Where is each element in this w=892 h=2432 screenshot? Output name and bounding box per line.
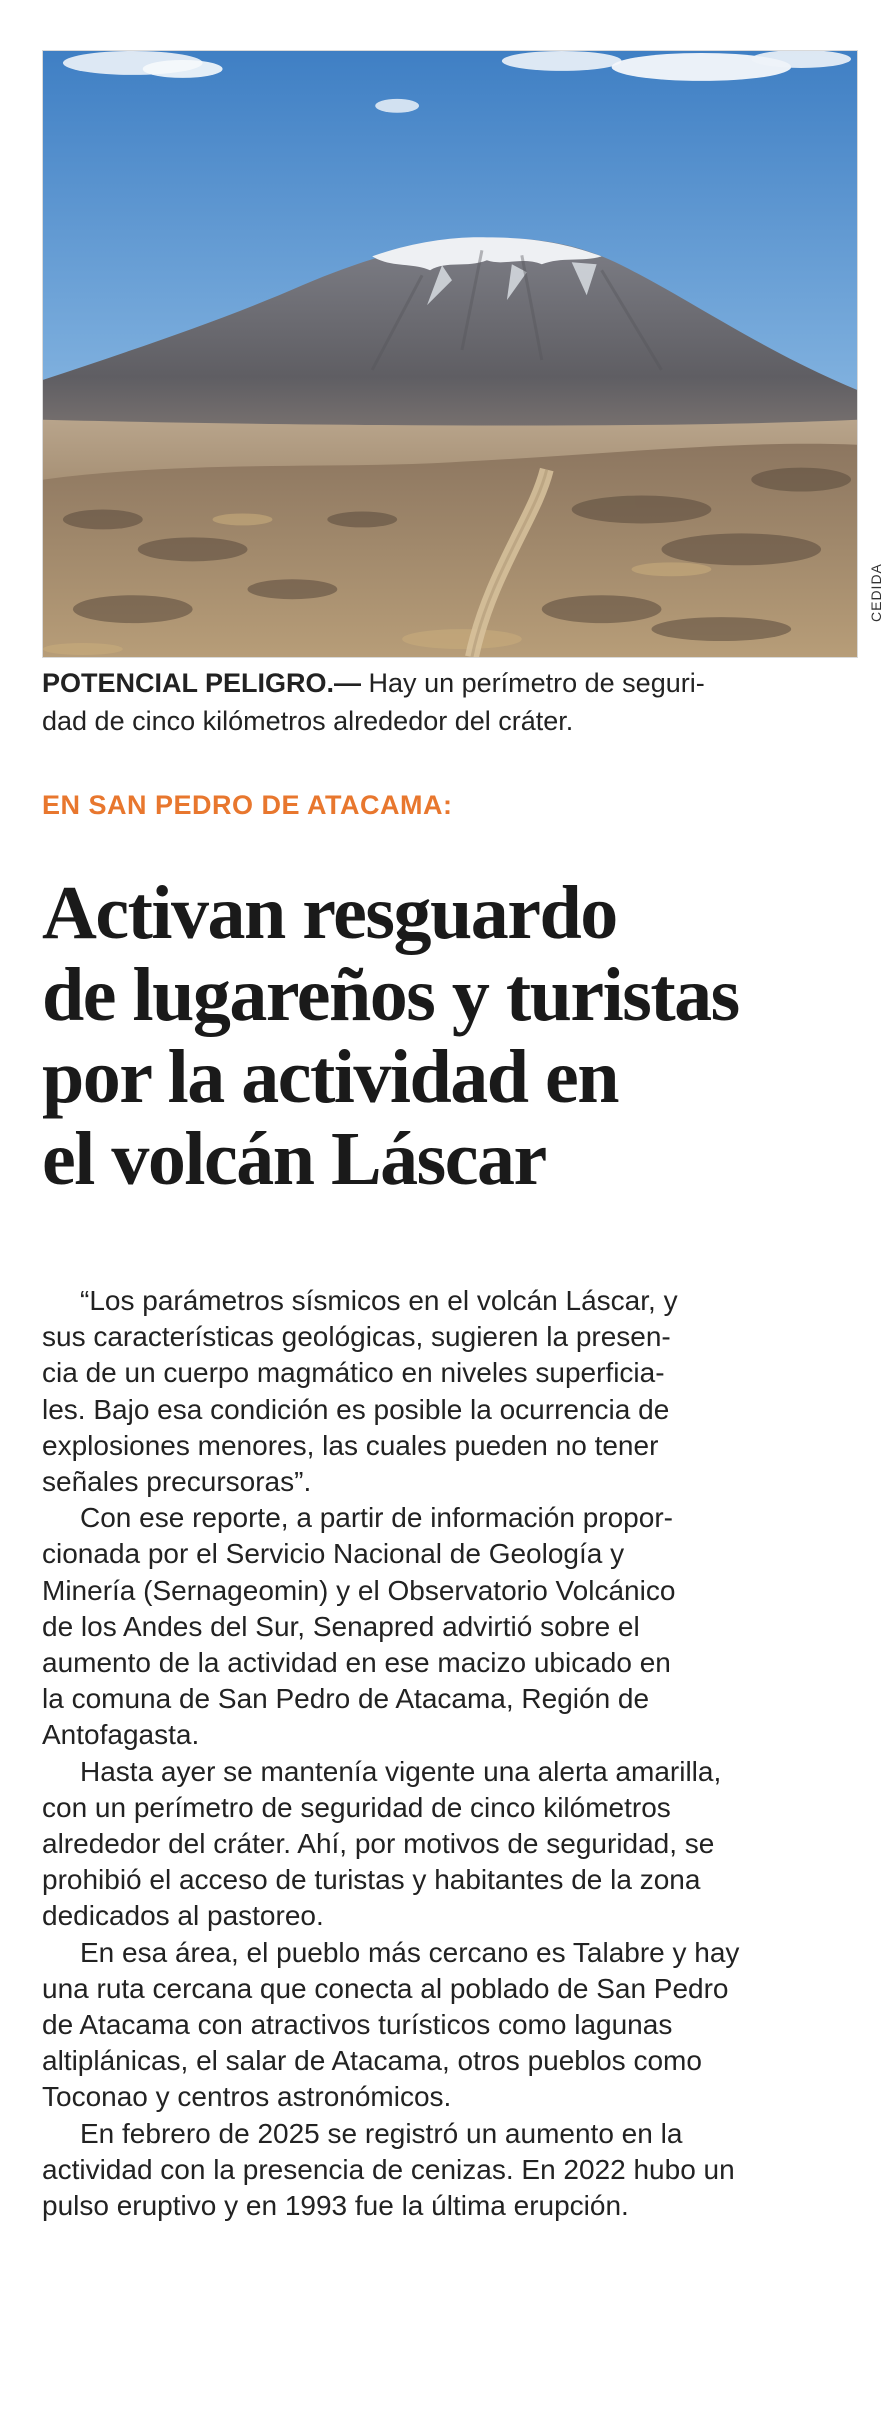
body-line: cia de un cuerpo magmático en niveles superficia-	[42, 1357, 665, 1389]
body-line: pulso eruptivo y en 1993 fue la última erupción.	[42, 2190, 629, 2222]
body-line: Con ese reporte, a partir de información propor-	[80, 1502, 673, 1534]
body-line: En febrero de 2025 se registró un aumento en la	[80, 2117, 683, 2149]
headline-line: el volcán Láscar	[42, 1117, 546, 1201]
photo-credit: CEDIDA	[868, 563, 884, 622]
body-paragraph	[42, 1754, 864, 1935]
body-line: Hasta ayer se mantenía vigente una alerta amarilla,	[80, 1755, 722, 1787]
headline-line: por la actividad en	[42, 1035, 619, 1119]
headline	[42, 872, 872, 1200]
caption-line-1	[42, 668, 705, 698]
body-paragraph	[42, 1935, 864, 2116]
article-body	[42, 1283, 864, 2224]
body-line: una ruta cercana que conecta al poblado de San Pedro	[42, 1972, 729, 2004]
photo-caption	[42, 664, 864, 740]
body-paragraph	[42, 1283, 864, 1500]
body-line: prohibió el acceso de turistas y habitantes de la zona	[42, 1864, 701, 1896]
body-paragraph	[42, 2116, 864, 2225]
body-line: les. Bajo esa condición es posible la ocurrencia de	[42, 1393, 670, 1425]
body-line: sus características geológicas, sugieren la presen-	[42, 1321, 671, 1353]
body-line: de Atacama con atractivos turísticos como lagunas	[42, 2009, 673, 2041]
headline-line: de lugareños y turistas	[42, 953, 739, 1037]
body-line: de los Andes del Sur, Senapred advirtió sobre el	[42, 1610, 640, 1642]
body-line: Toconao y centros astronómicos.	[42, 2081, 452, 2113]
volcano-photo	[42, 50, 858, 658]
body-line: dedicados al pastoreo.	[42, 1900, 324, 1932]
caption-lead: POTENCIAL PELIGRO.—	[42, 668, 362, 698]
body-line: explosiones menores, las cuales pueden no tener	[42, 1429, 659, 1461]
body-line: cionada por el Servicio Nacional de Geología y	[42, 1538, 625, 1570]
body-line: Minería (Sernageomin) y el Observatorio Volcánico	[42, 1574, 676, 1606]
caption-text-2: dad de cinco kilómetros alrededor del cráter.	[42, 706, 574, 736]
section-kicker: EN SAN PEDRO DE ATACAMA:	[42, 790, 453, 820]
body-line: la comuna de San Pedro de Atacama, Región de	[42, 1683, 650, 1715]
body-line: aumento de la actividad en ese macizo ubicado en	[42, 1647, 671, 1679]
caption-text-1: Hay un perímetro de seguri-	[368, 668, 705, 698]
body-line: En esa área, el pueblo más cercano es Talabre y hay	[80, 1936, 740, 1968]
body-line: con un perímetro de seguridad de cinco kilómetros	[42, 1791, 671, 1823]
body-line: actividad con la presencia de cenizas. En 2022 hubo un	[42, 2153, 735, 2185]
body-line: “Los parámetros sísmicos en el volcán Láscar, y	[80, 1285, 678, 1316]
body-line: altiplánicas, el salar de Atacama, otros pueblos como	[42, 2045, 702, 2077]
body-line: señales precursoras”.	[42, 1466, 312, 1498]
body-line: alrededor del cráter. Ahí, por motivos de seguridad, se	[42, 1828, 715, 1860]
body-line: Antofagasta.	[42, 1719, 200, 1751]
volcano-landscape-image	[43, 51, 857, 657]
body-paragraph	[42, 1500, 864, 1753]
headline-line: Activan resguardo	[42, 871, 617, 955]
